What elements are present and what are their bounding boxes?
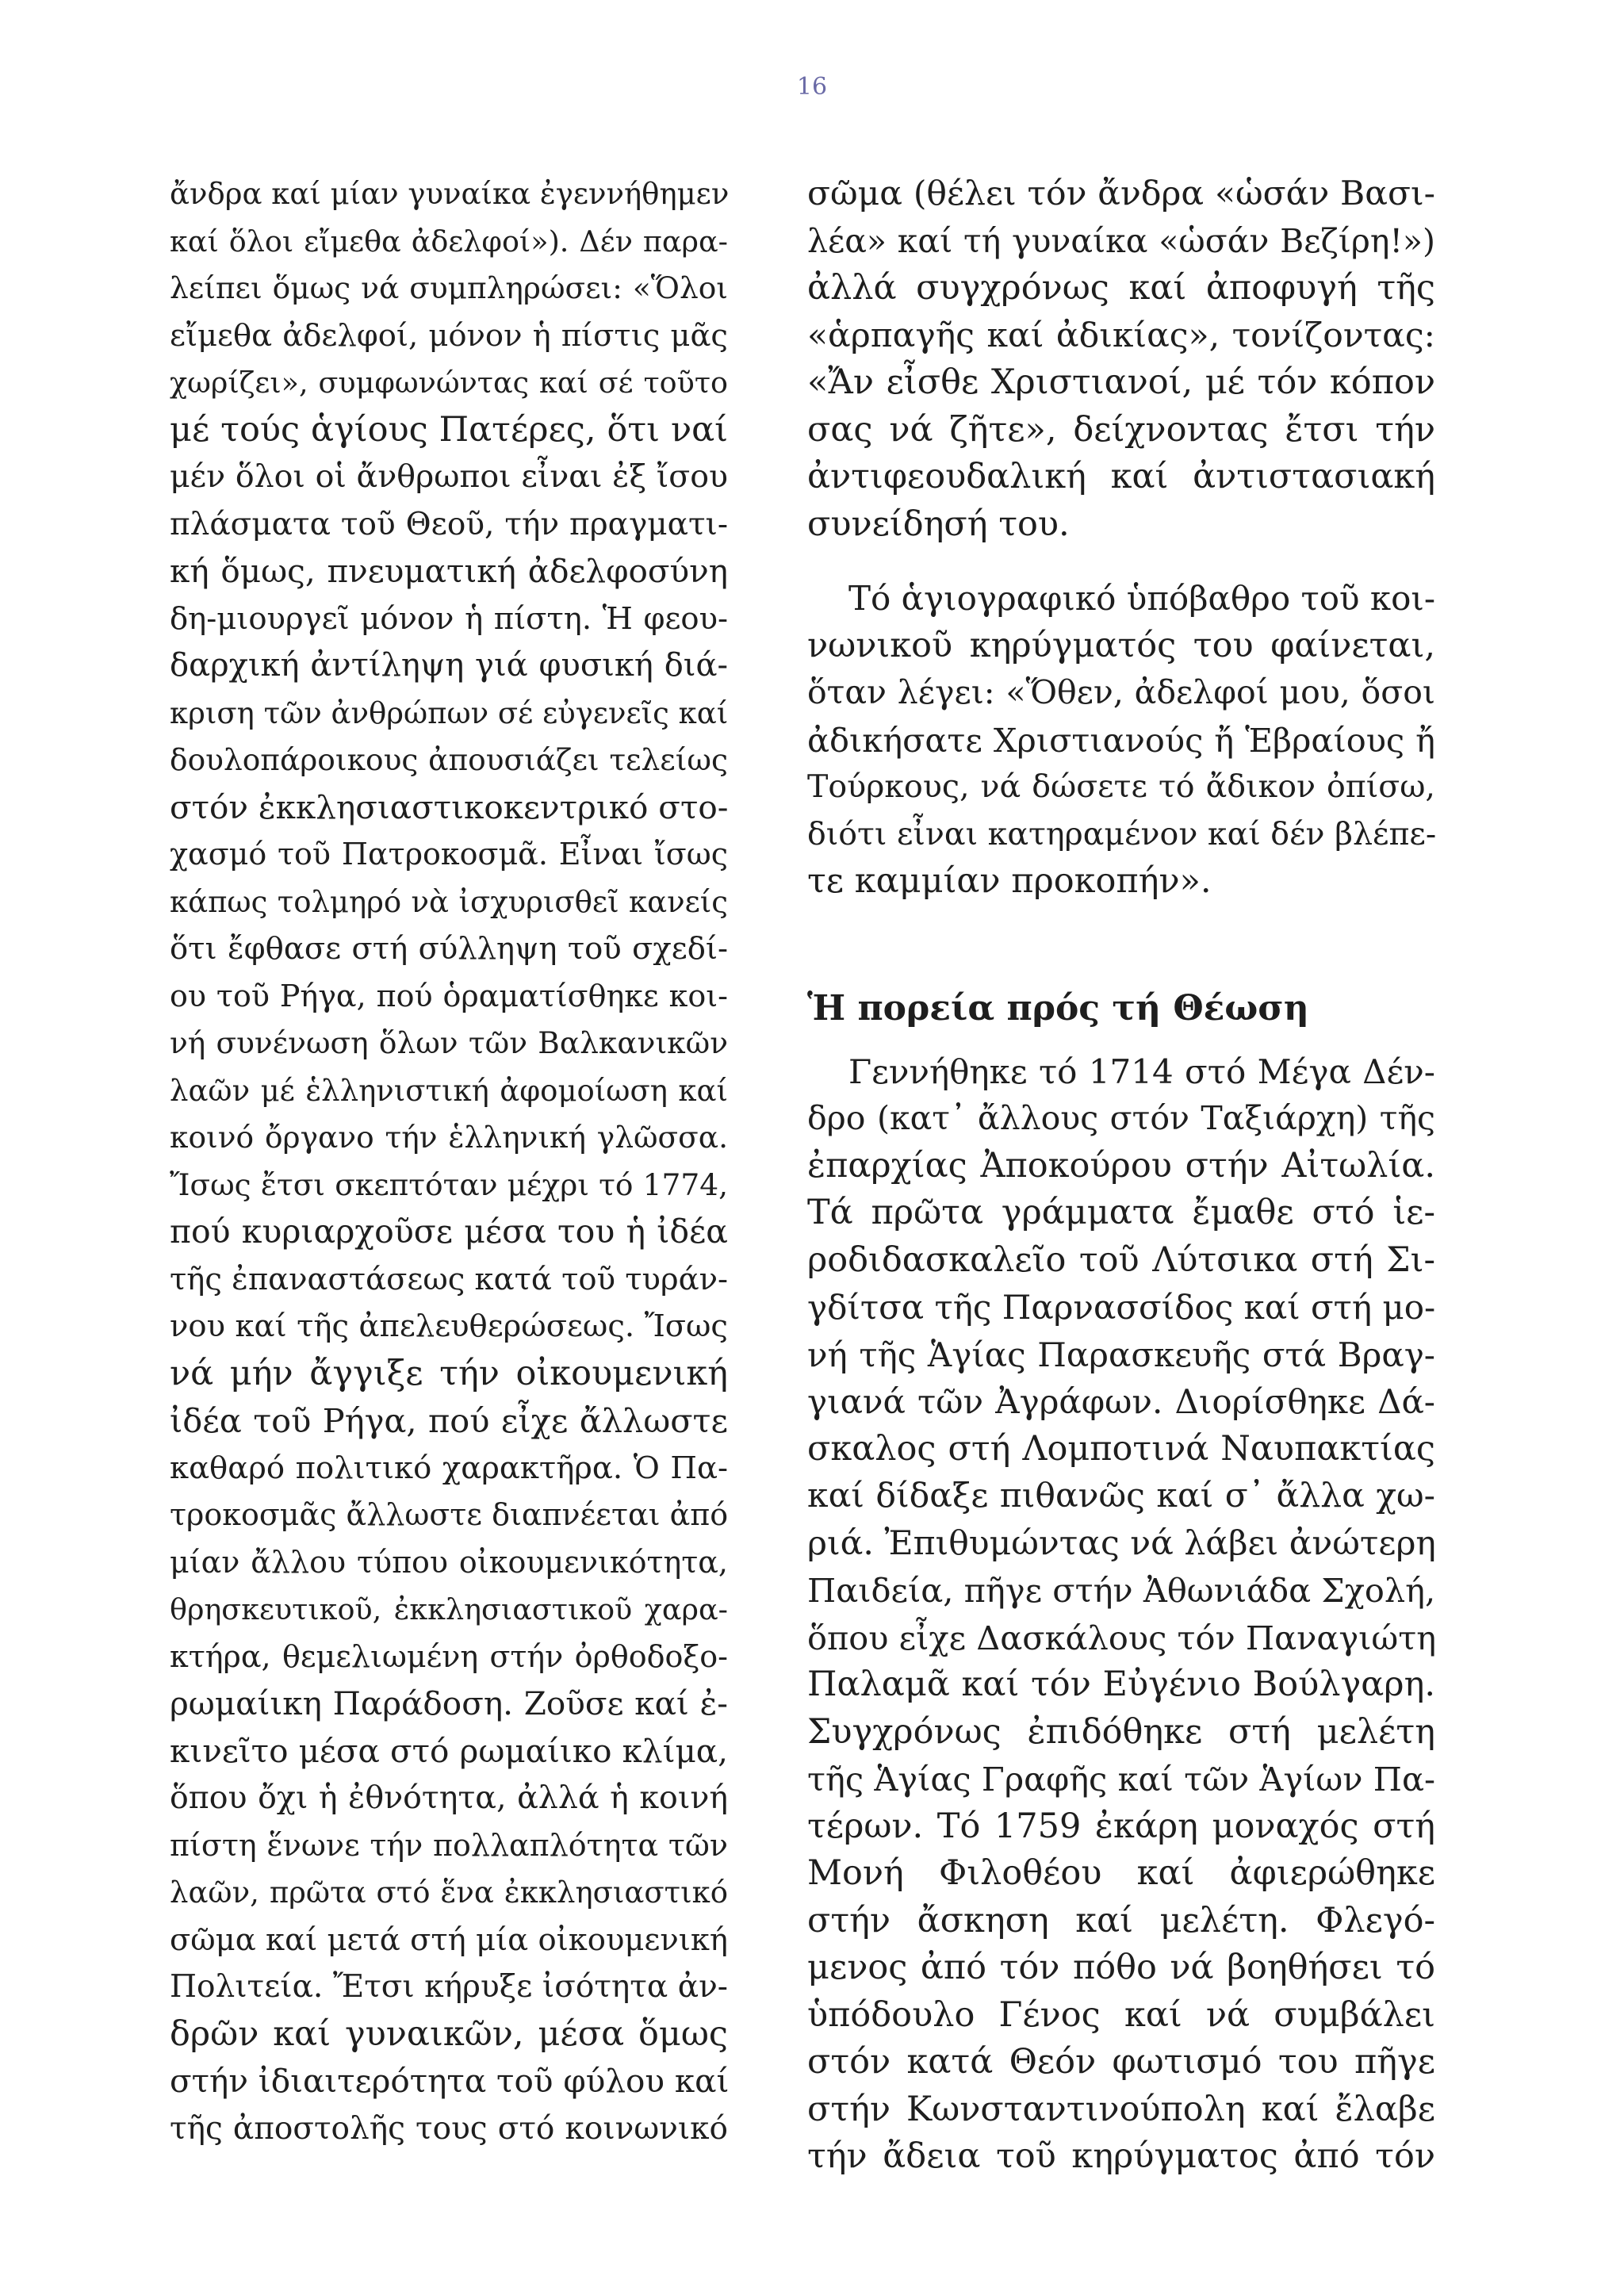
text-line: ἰδέα τοῦ Ρήγα, πού εἶχε ἄλλωστε	[170, 1401, 728, 1440]
text-line: στόν ἐκκλησιαστικοκεντρικό στο-	[170, 787, 729, 826]
text-line: πού κυριαρχοῦσε μέσα του ἡ ἰδέα	[170, 1213, 728, 1251]
text-line: κοινό ὄργανο τήν ἑλληνική γλῶσσα.	[170, 1120, 728, 1155]
text-line: Τά πρῶτα γράμματα ἔμαθε στό ἱε-	[807, 1193, 1435, 1232]
text-line: ἀντιφεουδαλική καί ἀντιστασιακή	[807, 457, 1435, 496]
page-number: 16	[796, 73, 828, 101]
text-line: κάπως τολμηρό νὰ ἰσχυρισθεῖ κανείς	[170, 884, 728, 919]
text-line: σας νά ζῆτε», δείχνοντας ἔτσι τήν	[807, 409, 1435, 450]
text-line: σῶμα (θέλει τόν ἄνδρα «ὡσάν Βασι-	[807, 174, 1435, 213]
text-line: κή ὅμως, πνευματική ἀδελφοσύνη	[170, 552, 728, 590]
paragraph-continuation	[807, 170, 1435, 548]
text-line: χωρίζει», συμφωνώντας καί σέ τοῦτο	[170, 366, 728, 400]
text-line: Πολιτεία. Ἔτσι κήρυξε ἰσότητα ἀν-	[170, 1969, 728, 2005]
text-line: μενος ἀπό τόν πόθο νά βοηθήσει τό	[807, 1948, 1435, 1987]
text-line: τῆς ἀποστολῆς τους στό κοινωνικό	[170, 2110, 728, 2147]
text-line: χασμό τοῦ Πατροκοσμᾶ. Εἶναι ἴσως	[170, 837, 728, 872]
left-column	[170, 170, 728, 2152]
text-line: Γεννήθηκε τό 1714 στό Μέγα Δέν-	[848, 1052, 1435, 1091]
text-line: καί δίδαξε πιθανῶς καί σ᾿ ἄλλα χω-	[807, 1477, 1435, 1515]
text-line: ὅτι ἔφθασε στή σύλληψη τοῦ σχεδί-	[170, 931, 728, 967]
text-line: τροκοσμᾶς ἄλλωστε διαπνέεται ἀπό	[170, 1497, 729, 1532]
text-line: νά μήν ἄγγιξε τήν οἰκουμενική	[170, 1353, 728, 1393]
text-line: τῆς Ἁγίας Γραφῆς καί τῶν Ἁγίων Πα-	[807, 1760, 1435, 1799]
text-line: κτήρα, θεμελιωμένη στήν ὀρθοδοξο-	[170, 1638, 728, 1674]
text-line: ὑπόδουλο Γένος καί νά συμβάλει	[807, 1994, 1435, 2035]
text-line: γδίτσα τῆς Παρνασσίδος καί στή μο-	[807, 1288, 1436, 1327]
text-line: ἄνδρα καί μίαν γυναίκα ἐγεννήθημεν	[170, 177, 730, 211]
text-line: ρωμαίικη Παράδοση. Ζοῦσε καί ἐ-	[170, 1684, 728, 1722]
text-line: συνείδησή του.	[807, 504, 1070, 544]
text-line: διότι εἶναι κατηραμένον καί δέν βλέπε-	[807, 815, 1437, 852]
text-line: κινεῖτο μέσα στό ρωμαίικο κλίμα,	[170, 1731, 728, 1770]
text-line: μέν ὅλοι οἱ ἄνθρωποι εἶναι ἐξ ἴσου	[170, 458, 728, 495]
text-line: πίστη ἕνωνε τήν πολλαπλότητα τῶν	[170, 1827, 728, 1863]
text-line: τέρων. Τό 1759 ἐκάρη μοναχός στή	[807, 1806, 1435, 1846]
text-line: ἐπαρχίας Ἀποκούρου στήν Αἰτωλία.	[807, 1145, 1435, 1186]
text-line: στήν ἰδιαιτερότητα τοῦ φύλου καί	[170, 2062, 730, 2100]
text-line: «ἁρπαγῆς καί ἀδικίας», τονίζοντας:	[807, 316, 1435, 355]
text-line: νου καί τῆς ἀπελευθερώσεως. Ἴσως	[170, 1308, 728, 1344]
text-line: τήν ἄδεια τοῦ κηρύγματος ἀπό τόν	[807, 2136, 1435, 2176]
text-line: λέα» καί τή γυναίκα «ὡσάν Βεζίρη!»)	[807, 221, 1435, 260]
paragraph-scriptural-basis	[807, 575, 1435, 906]
text-line: πλάσματα τοῦ Θεοῦ, τήν πραγματι-	[170, 506, 728, 542]
text-line: στήν ἄσκηση καί μελέτη. Φλεγό-	[807, 1900, 1435, 1940]
section-heading: Ἡ πορεία πρός τή Θέωση	[807, 987, 1309, 1029]
text-line: νή τῆς Ἁγίας Παρασκευῆς στά Βραγ-	[807, 1335, 1435, 1374]
text-line: Παιδεία, πῆγε στήν Ἀθωνιάδα Σχολή,	[807, 1571, 1436, 1610]
text-line: δρῶν καί γυναικῶν, μέσα ὅμως	[170, 2013, 728, 2054]
text-line: σῶμα καί μετά στή μία οἰκουμενική	[170, 1921, 728, 1958]
text-line: καθαρό πολιτικό χαρακτῆρα. Ὁ Πα-	[170, 1450, 728, 1486]
text-line: δη-μιουργεῖ μόνον ἡ πίστη. Ἡ φεου-	[170, 600, 728, 637]
text-line: εἴμεθα ἀδελφοί, μόνον ἡ πίστις μᾶς	[170, 317, 728, 354]
text-line: ροδιδασκαλεῖο τοῦ Λύτσικα στή Σι-	[807, 1239, 1435, 1280]
text-line: νωνικοῦ κηρύγματός του φαίνεται,	[807, 625, 1435, 665]
text-line: καί ὅλοι εἴμεθα ἀδελφοί»). Δέν παρα-	[170, 224, 728, 259]
text-line: δαρχική ἀντίληψη γιά φυσική διά-	[170, 647, 728, 684]
text-line: ου τοῦ Ρήγα, πού ὁραματίσθηκε κοι-	[170, 978, 728, 1013]
text-line: κριση τῶν ἀνθρώπων σέ εὐγενεῖς καί	[170, 695, 729, 730]
text-line: «Ἄν εἶσθε Χριστιανοί, μέ τόν κόπον	[807, 362, 1435, 402]
text-line: ἀδικήσατε Χριστιανούς ἤ Ἑβραίους ἤ	[807, 720, 1435, 760]
text-line: δουλοπάροικους ἀπουσιάζει τελείως	[170, 742, 728, 777]
text-line: τῆς ἐπαναστάσεως κατά τοῦ τυράν-	[170, 1261, 728, 1297]
text-line: Ἴσως ἔτσι σκεπτόταν μέχρι τό 1774,	[170, 1167, 728, 1202]
right-column	[807, 170, 1435, 2208]
text-line: λείπει ὅμως νά συμπληρώσει: «Ὅλοι	[170, 270, 728, 305]
text-line: νή συνένωση ὅλων τῶν Βαλκανικῶν	[170, 1025, 728, 1060]
text-line: ὅταν λέγει: «Ὅθεν, ἀδελφοί μου, ὅσοι	[807, 673, 1435, 711]
text-line: Συγχρόνως ἐπιδόθηκε στή μελέτη	[807, 1711, 1435, 1752]
text-line: στήν Κωνσταντινούπολη καί ἔλαβε	[807, 2089, 1435, 2129]
text-line: Τούρκους, νά δώσετε τό ἄδικον ὀπίσω,	[807, 768, 1435, 805]
text-line: τε καμμίαν προκοπήν».	[807, 861, 1212, 901]
text-line: Τό ἁγιογραφικό ὑπόβαθρο τοῦ κοι-	[848, 579, 1436, 618]
text-line: ριά. Ἐπιθυμώντας νά λάβει ἀνώτερη	[807, 1523, 1436, 1563]
text-line: Παλαμᾶ καί τόν Εὐγένιο Βούλγαρη.	[807, 1665, 1435, 1704]
text-line: ὅπου ὄχι ἡ ἐθνότητα, ἀλλά ἡ κοινή	[170, 1780, 728, 1816]
text-line: ἀλλά συγχρόνως καί ἀποφυγή τῆς	[807, 268, 1435, 308]
text-line: μίαν ἄλλου τύπου οἰκουμενικότητα,	[170, 1544, 728, 1580]
text-line: δρο (κατ᾿ ἄλλους στόν Ταξιάρχη) τῆς	[807, 1099, 1435, 1137]
text-line: λαῶν μέ ἑλληνιστική ἀφομοίωση καί	[170, 1073, 728, 1108]
text-line: στόν κατά Θεόν φωτισμό του πῆγε	[807, 2042, 1435, 2082]
text-line: λαῶν, πρῶτα στό ἕνα ἐκκλησιαστικό	[170, 1875, 728, 1910]
text-line: σκαλος στή Λομποτινά Ναυπακτίας	[807, 1428, 1435, 1469]
text-line: μέ τούς ἁγίους Πατέρες, ὅτι ναί	[170, 409, 728, 450]
text-line: Μονή Φιλοθέου καί ἀφιερώθηκε	[807, 1853, 1435, 1893]
text-line: ὅπου εἶχε Δασκάλους τόν Παναγιώτη	[807, 1618, 1437, 1657]
paragraph-biography	[807, 1048, 1435, 2181]
text-line: γιανά τῶν Ἀγράφων. Διορίσθηκε Δά-	[807, 1382, 1435, 1421]
text-line: θρησκευτικοῦ, ἐκκλησιαστικοῦ χαρα-	[170, 1592, 728, 1626]
